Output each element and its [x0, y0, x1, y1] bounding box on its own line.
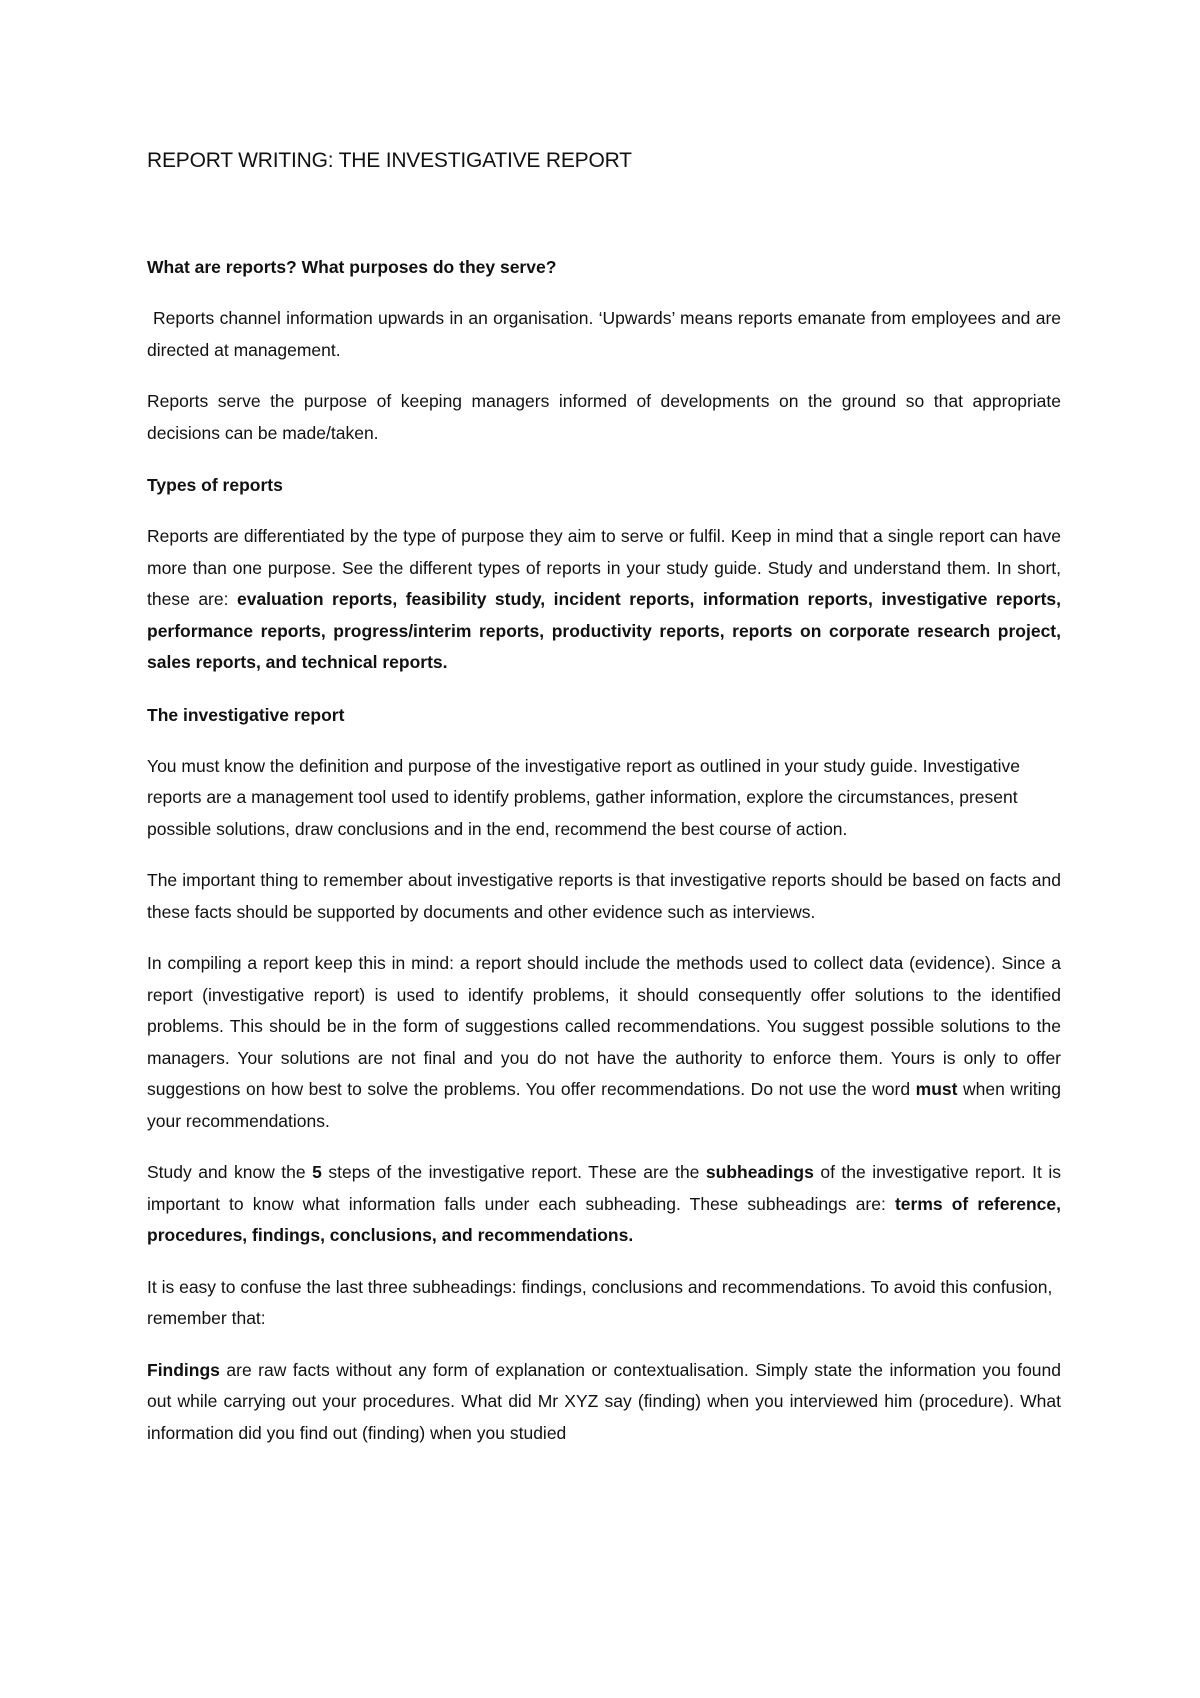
text-run: are raw facts without any form of explanation or contextualisation. Simply state the information you found out while carrying out your procedures. What did Mr XYZ say (finding) when you interviewed him (procedure). What information did you find out (finding) when you studied — [147, 1359, 1061, 1443]
bold-text: Findings — [147, 1359, 220, 1380]
bold-text: Types of reports — [147, 475, 283, 495]
bold-text: evaluation reports, feasibility study, incident reports, information reports, investigative reports, performance reports, progress/interim reports, productivity reports, reports on corporate research project, sales reports, and technical reports. — [147, 589, 1061, 672]
paragraph — [147, 948, 1061, 1137]
paragraph — [147, 1272, 1061, 1335]
section-heading — [147, 469, 1061, 501]
paragraph — [147, 1157, 1061, 1252]
bold-text: 5 — [312, 1162, 322, 1182]
section-heading — [147, 251, 1061, 283]
paragraph — [147, 1355, 1061, 1450]
paragraph — [147, 303, 1061, 366]
text-run: It is easy to confuse the last three subheadings: findings, conclusions and recommendations. To avoid this confusion, remember that: — [147, 1276, 1053, 1328]
text-run: steps of the investigative report. These are the — [321, 1162, 706, 1182]
bold-text: What are reports? What purposes do they serve? — [147, 257, 557, 277]
section-heading — [147, 699, 1061, 731]
text-run: when writing your recommendations. — [147, 1079, 1061, 1131]
document-body — [147, 251, 1061, 1449]
text-run: Study and know the — [147, 1162, 313, 1182]
text-run: Reports channel information upwards in an organisation. ‘Upwards’ means reports emanate from employees and are directed at management. — [147, 308, 1061, 360]
paragraph — [147, 521, 1061, 679]
bold-text: subheadings — [705, 1162, 814, 1182]
paragraph — [147, 751, 1061, 846]
document-title: REPORT WRITING: THE INVESTIGATIVE REPORT — [147, 149, 632, 172]
text-run: You must know the definition and purpose of the investigative report as outlined in your study guide. Investigative reports are a management tool used to identify problems, gather information, explore the circumstances, present possible solutions, draw conclusions and in the end, recommend the best course of action. — [147, 755, 1020, 839]
text-run: In compiling a report keep this in mind: a report should include the methods used to collect data (evidence). Since a report (investigative report) is used to identify problems, it should consequently offer solutions to the identified problems. This should be in the form of suggestions called recommendations. You suggest possible solutions to the managers. Your solutions are not final and you do not have the authority to enforce them. Yours is only to offer suggestions on how best to solve the problems. You offer recommendations. Do not use the word — [147, 953, 1061, 1099]
paragraph — [147, 386, 1061, 449]
text-run: The important thing to remember about investigative reports is that investigative reports should be based on facts and these facts should be supported by documents and other evidence such as interviews. — [147, 870, 1061, 922]
text-run: Reports serve the purpose of keeping managers informed of developments on the ground so that appropriate decisions can be made/taken. — [147, 391, 1061, 443]
bold-text: The investigative report — [147, 704, 345, 725]
paragraph — [147, 865, 1061, 928]
document-page — [147, 146, 1061, 1469]
text-run: Reports are differentiated by the type of purpose they aim to serve or fulfil. Keep in mind that a single report can have more than one purpose. See the different types of reports in your study guide. Study and understand them. In short, these are: — [147, 526, 1061, 609]
bold-text: terms of reference, procedures, findings, conclusions, and recommendations. — [147, 1193, 1061, 1245]
text-run: of the investigative report. It is important to know what information falls under each subheading. These subheadings are: — [147, 1162, 1061, 1214]
bold-text: must — [915, 1079, 958, 1099]
